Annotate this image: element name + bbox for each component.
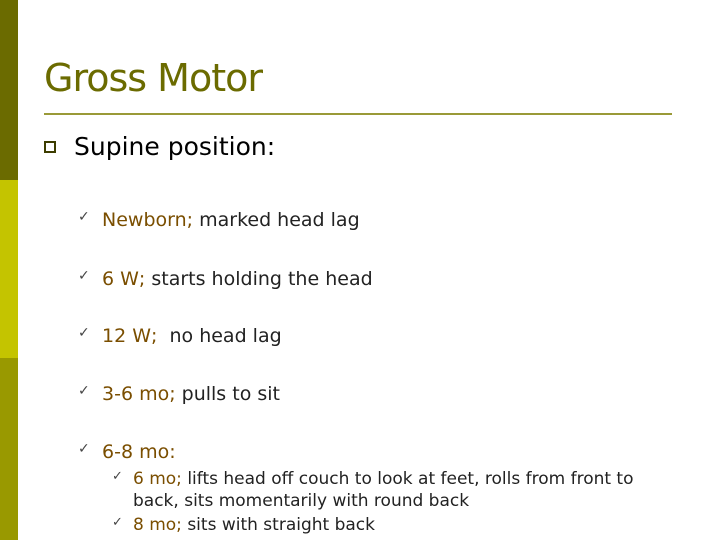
checkmark-icon: ✓: [78, 209, 90, 225]
item-age: 6-8 mo:: [102, 441, 176, 463]
checkmark-icon: ✓: [78, 441, 90, 457]
item-description: pulls to sit: [175, 383, 280, 405]
item-age: 3-6 mo;: [102, 383, 176, 405]
slide-title: Gross Motor: [44, 56, 262, 100]
item-age: 8 mo;: [133, 515, 182, 535]
item-description: sits with straight back: [181, 515, 375, 535]
section-heading-text: Supine position:: [74, 132, 276, 161]
item-description: lifts head off couch to look at feet, rolls from front to: [181, 469, 634, 489]
square-bullet-icon: [44, 141, 56, 153]
title-divider: [44, 113, 672, 115]
side-bar-segment-top: [0, 0, 18, 180]
item-age: 6 mo;: [133, 469, 182, 489]
side-bar-segment-middle: [0, 180, 18, 358]
item-age: 12 W;: [102, 325, 158, 347]
list-item-text: [102, 267, 373, 291]
item-description: no head lag: [157, 325, 282, 347]
list-item-text: [102, 382, 280, 406]
checkmark-icon: ✓: [112, 469, 123, 484]
list-item-text: [102, 440, 176, 464]
side-bar-segment-bottom: [0, 358, 18, 540]
checkmark-icon: ✓: [78, 325, 90, 341]
list-item-text: [102, 208, 360, 232]
item-description: marked head lag: [193, 209, 360, 231]
checkmark-icon: ✓: [112, 515, 123, 530]
item-age: 6 W;: [102, 268, 146, 290]
sub-list-item-text: [133, 468, 634, 490]
list-item-text: [102, 324, 282, 348]
checkmark-icon: ✓: [78, 268, 90, 284]
checkmark-icon: ✓: [78, 383, 90, 399]
sub-list-item-text: back, sits momentarily with round back: [133, 491, 470, 511]
item-age: Newborn;: [102, 209, 194, 231]
sub-list-item-text: [133, 514, 375, 536]
item-description: starts holding the head: [145, 268, 373, 290]
